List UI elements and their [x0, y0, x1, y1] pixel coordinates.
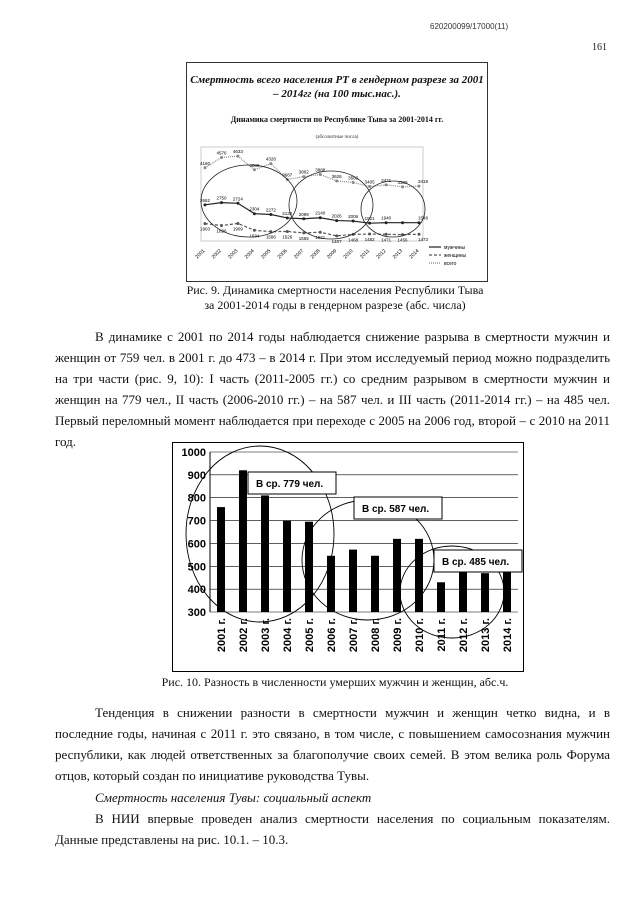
section-title: Смертность населения Тувы: социальный аспект	[95, 790, 372, 805]
figure-9-caption-line1: Рис. 9. Динамика смертности населения Республики Тыва	[186, 283, 484, 297]
data-label: 1471	[381, 237, 392, 243]
data-point	[220, 201, 223, 204]
x-tick-label: 2007	[293, 248, 306, 261]
data-point	[385, 183, 388, 186]
bar	[327, 556, 335, 612]
data-point	[286, 216, 289, 219]
data-label: 3471	[381, 177, 392, 183]
x-tick-label: 2003	[227, 248, 240, 261]
y-tick-label: 300	[187, 607, 206, 619]
figure-10-bar-chart	[172, 442, 524, 672]
x-tick-label: 2004	[243, 248, 256, 261]
data-point	[385, 233, 388, 236]
data-label: 1456	[397, 237, 408, 243]
data-label: 2304	[249, 206, 260, 212]
data-label: 2026	[331, 213, 342, 219]
annotation-label: В ср. 485 чел.	[442, 557, 510, 568]
x-tick-label: 2002 г.	[238, 618, 250, 653]
data-label: 4080	[249, 162, 260, 168]
bar	[217, 507, 225, 612]
x-tick-label: 2008 г.	[370, 618, 382, 653]
data-label: 1921	[364, 216, 375, 222]
y-tick-label: 900	[187, 469, 206, 482]
data-label: 1407	[331, 238, 342, 244]
data-label: 1586	[265, 234, 276, 240]
data-label: 1826	[216, 228, 227, 234]
data-point	[269, 213, 272, 216]
x-tick-label: 2014	[408, 248, 421, 261]
data-label: 3888	[315, 167, 326, 173]
data-point	[220, 224, 223, 227]
data-label: 3405	[364, 179, 375, 185]
bar	[305, 522, 313, 612]
data-label: 3566	[348, 175, 359, 181]
bar	[371, 556, 379, 612]
x-tick-label: 2001	[194, 248, 207, 261]
x-tick-label: 2008	[309, 248, 322, 261]
data-point	[352, 220, 355, 223]
data-label: 2132	[282, 210, 293, 216]
data-label: 1526	[282, 234, 293, 240]
data-point	[335, 219, 338, 222]
x-tick-label: 2006	[276, 248, 289, 261]
data-point	[335, 234, 338, 237]
x-tick-label: 2003 г.	[260, 618, 272, 653]
data-point	[253, 229, 256, 232]
bar	[393, 539, 401, 612]
data-label: 1940	[381, 215, 392, 221]
y-tick-label: 700	[187, 515, 206, 528]
bar	[239, 470, 247, 612]
x-tick-label: 2009 г.	[392, 618, 404, 653]
data-point	[401, 221, 404, 224]
data-label: 2662	[199, 197, 211, 203]
data-label: 4328	[265, 156, 276, 162]
data-point	[269, 162, 272, 165]
data-label: 2750	[216, 195, 227, 201]
x-tick-label: 2009	[325, 248, 339, 261]
annotation-label: В ср. 587 чел.	[362, 504, 430, 515]
data-point	[286, 230, 289, 233]
figure-10-caption: Рис. 10. Разность в численности умерших мужчин и женщин, абс.ч.	[161, 675, 509, 689]
x-tick-label: 2012 г.	[458, 618, 470, 653]
data-point	[418, 233, 421, 236]
document-code: 620200099/17000(11)	[430, 22, 509, 31]
data-point	[319, 231, 322, 234]
data-label: 3389	[397, 179, 408, 185]
data-label: 2099	[298, 211, 309, 217]
figure-9-chart-title: Динамика смертности по Республике Тыва за 2001-2014 гг.	[230, 115, 444, 124]
paragraph-2: Тенденция в снижении разности в смертности мужчин и женщин четко видна, и в последние годы, начиная с 2011 г. это связано, в том числе, с повышением самосознания мужчин республики, как людей ответственных за благополучие своих семей. В этом велика роль Форума отцов, который создан по инициативе руководства Тувы.	[55, 705, 610, 783]
bar	[481, 573, 489, 612]
y-tick-label: 1000	[181, 447, 206, 459]
data-point	[236, 222, 239, 225]
data-label: 1473	[417, 237, 429, 243]
data-label: 2724	[232, 196, 243, 202]
data-label: 4633	[232, 149, 243, 155]
bar	[261, 495, 269, 612]
period-ellipse	[361, 181, 425, 237]
data-label: 1634	[249, 233, 260, 239]
data-label: 2140	[315, 210, 326, 216]
data-label: 1521	[315, 235, 326, 241]
x-tick-label: 2011	[359, 248, 372, 261]
x-tick-label: 2006 г.	[326, 618, 338, 653]
data-label: 1555	[298, 235, 309, 241]
data-point	[253, 168, 256, 171]
data-label: 2272	[265, 207, 276, 213]
data-label: 3802	[298, 169, 309, 175]
data-point	[319, 216, 322, 219]
data-point	[368, 222, 371, 225]
x-tick-label: 2011 г.	[436, 618, 448, 652]
data-point	[236, 155, 239, 158]
x-tick-label: 2002	[210, 248, 223, 261]
bar	[349, 550, 357, 612]
data-point	[302, 175, 305, 178]
data-point	[335, 179, 338, 182]
x-tick-label: 2013	[391, 248, 404, 261]
x-tick-label: 2007 г.	[348, 618, 360, 653]
legend-label: мужчины	[444, 245, 466, 251]
figure-9-chart-subtitle: (абсолютные числа)	[315, 135, 359, 140]
data-label: 4576	[216, 150, 227, 156]
data-point	[204, 222, 207, 225]
annotation-label: В ср. 779 чел.	[256, 479, 324, 490]
x-tick-label: 2004 г.	[282, 618, 294, 653]
data-point	[220, 156, 223, 159]
data-point	[368, 185, 371, 188]
figure-9-panel	[186, 62, 488, 282]
y-tick-label: 500	[187, 561, 206, 574]
x-tick-label: 2012	[375, 248, 388, 261]
data-label: 1468	[348, 237, 359, 243]
data-point	[352, 181, 355, 184]
paragraph-3: В НИИ впервые проведен анализ смертности населения по социальным показателям. Данные представлены на рис. 10.1. – 10.3.	[55, 811, 610, 847]
y-tick-label: 400	[187, 584, 206, 597]
data-label: 1482	[364, 237, 375, 243]
bar	[437, 582, 445, 612]
data-point	[401, 185, 404, 188]
data-point	[204, 166, 207, 169]
period-ellipse	[289, 171, 373, 239]
data-label: 1909	[232, 226, 243, 232]
data-label: 1548	[417, 215, 429, 221]
x-tick-label: 2010	[342, 248, 355, 261]
page-number: 161	[592, 42, 607, 53]
data-point	[236, 202, 239, 205]
data-point	[204, 203, 207, 206]
x-tick-label: 2001 г.	[216, 618, 228, 653]
data-point	[368, 233, 371, 236]
y-tick-label: 600	[187, 538, 206, 551]
data-label: 4160	[199, 160, 211, 166]
paragraph-1: В динамике с 2001 по 2014 годы наблюдается снижение разрыва в смертности мужчин и женщин от 759 чел. в 2001 г. до 473 – в 2014 г. При этом исследуемый период можно подразделить на три части (рис. 9, 10): I часть (2011-2005 гг.) со средним разрывом в смертности мужчин и женщин на 779 чел., II часть (2006-2010 гг.) – на 587 чел. и III часть (2011-2014 гг.) – на 485 чел. Первый переломный момент наблюдается при переходе с 2005 на 2006 год, второй – с 2010 на 2011 год.	[55, 329, 610, 449]
y-tick-label: 800	[187, 492, 206, 505]
x-tick-label: 2005	[260, 248, 273, 261]
data-label: 3687	[282, 172, 293, 178]
data-point	[385, 221, 388, 224]
figure-9-inner-title: Смертность всего населения РТ в гендерном разрезе за 2001 – 2014гг (на 100 тыс.нас.).	[190, 74, 484, 100]
figure-9-line-chart	[194, 143, 481, 273]
x-tick-label: 2010 г.	[414, 618, 426, 653]
bar	[283, 521, 291, 612]
x-tick-label: 2013 г.	[480, 618, 492, 653]
data-label: 3419	[417, 179, 429, 185]
figure-9-caption-line2: за 2001-2014 годы в гендерном разрезе (абс. числа)	[204, 298, 466, 312]
data-point	[319, 173, 322, 176]
data-point	[302, 217, 305, 220]
legend-label: женщины	[444, 253, 467, 259]
x-tick-label: 2014 г.	[502, 618, 514, 653]
data-point	[418, 185, 421, 188]
data-label: 1903	[199, 226, 211, 232]
data-label: 2006	[348, 214, 359, 220]
data-label: 3626	[331, 173, 342, 179]
x-tick-label: 2005 г.	[304, 618, 316, 653]
data-point	[253, 212, 256, 215]
legend-label: всего	[444, 261, 457, 267]
